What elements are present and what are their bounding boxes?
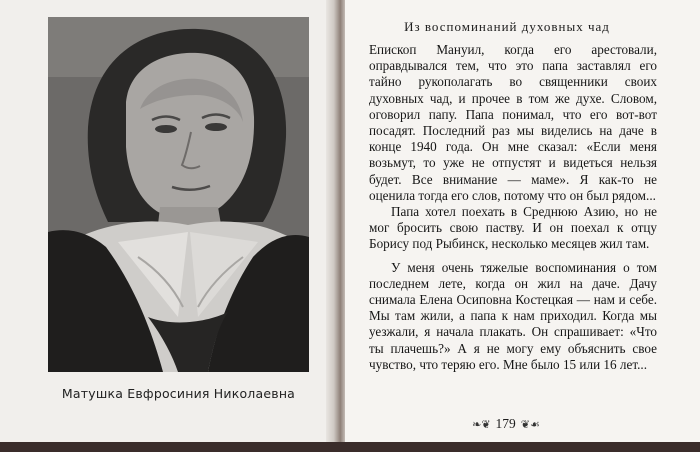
paragraph-3: У меня очень тяжелые воспоминания о том последнем лете, когда он жил на даче. Дачу снимала Елена Осиповна Костецкая — нам и себе. Мы там жили, а папа к нам приходил. Когда мы уезжали, я начала плакать. Он спрашивает: «Что ты плачешь?» А я не могу ему объяснить свое чувство, что теряю его. Мне было 15 или 16 лет...	[369, 259, 657, 372]
page-number: 179	[495, 416, 516, 431]
bottom-edge	[0, 442, 700, 452]
paragraph-1: Епископ Мануил, когда его арестовали, оправдывался тем, что это папа заставлял его тайно рукополагать во священники своих духовных чад, и прочее в том же духе. Словом, оговорил папу. Папа понимал, что его вот-вот посадят. Последний раз мы виделись на даче в конце 1940 года. Он мне сказал: «Если меня возьмут, то уже не отпустят и видеться нельзя будет. Все внимание — маме». Я как-то не оценила тогда его слов, потому что он был рядом...	[369, 42, 657, 203]
portrait-photo	[48, 17, 309, 372]
photo-caption: Матушка Евфросиния Николаевна	[61, 386, 296, 401]
body-text	[369, 42, 657, 373]
page-number-block	[456, 416, 556, 432]
ornament-right-icon: ❦☙	[520, 419, 540, 431]
ornament-left-icon: ❧❦	[472, 419, 491, 431]
left-page	[0, 0, 340, 452]
portrait-illustration	[48, 17, 309, 372]
running-head: Из воспоминаний духовных чад	[404, 19, 610, 34]
paragraph-2: Папа хотел поехать в Среднюю Азию, но не мог бросить свою паству. И он поехал к отцу Борису под Рыбинск, несколько месяцев жил там.	[369, 204, 657, 252]
